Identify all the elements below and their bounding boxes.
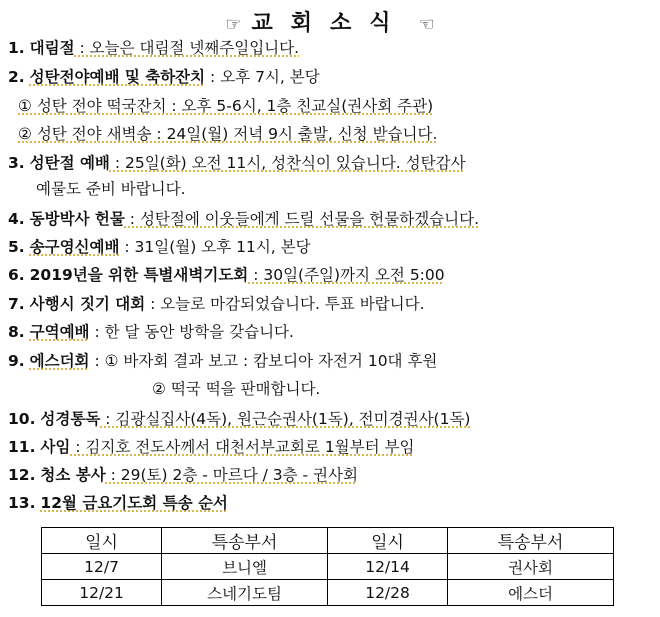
- item-number: 7.: [8, 295, 25, 313]
- item-number: 1.: [8, 39, 25, 57]
- notice-subitem-2-1: [18, 94, 433, 118]
- item-heading: 에스더회: [29, 352, 90, 370]
- item-heading: 사임: [40, 438, 71, 456]
- item-heading: 성탄절 예배: [29, 154, 110, 172]
- item-body: 예물도 준비 바랍니다.: [36, 180, 186, 198]
- pointing-left-hand-icon: ☜: [418, 14, 435, 35]
- item-number: 13.: [8, 494, 36, 512]
- item-heading: 송구영신예배: [29, 238, 120, 256]
- table-cell: 브니엘: [162, 554, 328, 580]
- notice-item-3-continued: [36, 177, 186, 201]
- item-heading: 구역예배: [29, 323, 90, 341]
- page-title: [0, 6, 660, 34]
- item-number: 6.: [8, 266, 25, 284]
- item-number: 5.: [8, 238, 25, 256]
- item-number: 11.: [8, 438, 36, 456]
- notice-item-9-continued: [152, 377, 320, 401]
- item-number: 3.: [8, 154, 25, 172]
- item-heading: 청소 봉사: [40, 466, 106, 484]
- item-heading: 성탄전야예배 및 축하잔치: [29, 68, 206, 86]
- notice-item-4: [8, 207, 479, 231]
- notice-subitem-2-2: [18, 122, 437, 146]
- notice-item-3: [8, 151, 466, 175]
- notice-item-5: [8, 235, 311, 259]
- notice-item-8: [8, 320, 294, 344]
- item-body: : 한 달 동안 방학을 갖습니다.: [89, 323, 294, 341]
- special-song-schedule-table: [41, 527, 614, 606]
- notice-item-13: [8, 491, 228, 515]
- table-header-row: [42, 528, 614, 554]
- item-heading: 성경통독: [40, 410, 101, 428]
- item-number: 12.: [8, 466, 36, 484]
- notice-item-9: [8, 349, 437, 373]
- table-cell: 12/14: [327, 554, 447, 580]
- column-header-date: 일시: [42, 528, 162, 554]
- item-heading: 사행시 짓기 대회: [29, 295, 146, 313]
- item-body: : 김지호 전도사께서 대천서부교회로 1월부터 부임: [70, 438, 415, 456]
- item-body: : 오늘은 대림절 넷째주일입니다.: [74, 39, 300, 57]
- item-body: : 김광실집사(4독), 원근순권사(1독), 전미경권사(1독): [100, 410, 471, 428]
- notice-item-7: [8, 292, 425, 316]
- column-header-date: 일시: [327, 528, 447, 554]
- notice-item-2: [8, 65, 320, 89]
- item-body: : 오늘로 마감되었습니다. 투표 바랍니다.: [145, 295, 425, 313]
- notice-item-12: [8, 463, 358, 487]
- notice-item-1: [8, 36, 299, 60]
- item-body: : 오후 7시, 본당: [205, 68, 320, 86]
- item-number: 4.: [8, 210, 25, 228]
- item-body: : 31일(월) 오후 11시, 본당: [119, 238, 311, 256]
- item-body: : 30일(주일)까지 오전 5:00: [248, 266, 445, 284]
- item-number: 10.: [8, 410, 36, 428]
- item-body: ② 성탄 전야 새벽송 : 24일(월) 저녁 9시 출발, 신청 받습니다.: [18, 125, 438, 143]
- item-body: : 29(토) 2층 - 마르다 / 3층 - 권사회: [105, 466, 358, 484]
- table-cell: 12/7: [42, 554, 162, 580]
- notice-item-6: [8, 263, 445, 287]
- column-header-department: 특송부서: [448, 528, 614, 554]
- item-number: 2.: [8, 68, 25, 86]
- item-number: 9.: [8, 352, 25, 370]
- item-body: ② 떡국 떡을 판매합니다.: [152, 380, 321, 398]
- table-cell: 12/28: [327, 580, 447, 606]
- item-body: : ① 바자회 결과 보고 : 캄보디아 자전거 10대 후원: [89, 352, 438, 370]
- table-row: [42, 580, 614, 606]
- item-heading: 12월 금요기도회 특송 순서: [40, 494, 228, 512]
- item-number: 8.: [8, 323, 25, 341]
- item-body: : 25일(화) 오전 11시, 성찬식이 있습니다. 성탄감사: [109, 154, 466, 172]
- table-cell: 에스더: [448, 580, 614, 606]
- notice-item-11: [8, 435, 414, 459]
- table-row: [42, 554, 614, 580]
- item-heading: 2019년을 위한 특별새벽기도회: [29, 266, 249, 284]
- item-heading: 동방박사 헌물: [29, 210, 125, 228]
- column-header-department: 특송부서: [162, 528, 328, 554]
- table-cell: 12/21: [42, 580, 162, 606]
- table-cell: 스네기도팀: [162, 580, 328, 606]
- title-text: 교회소식: [251, 11, 409, 36]
- notice-item-10: [8, 407, 470, 431]
- item-heading: 대림절: [29, 39, 75, 57]
- item-body: : 성탄절에 이웃들에게 드릴 선물을 헌물하겠습니다.: [124, 210, 480, 228]
- table-cell: 권사회: [448, 554, 614, 580]
- item-body: ① 성탄 전야 떡국잔치 : 오후 5-6시, 1층 친교실(권사회 주관): [18, 97, 434, 115]
- pointing-right-hand-icon: ☞: [225, 14, 242, 35]
